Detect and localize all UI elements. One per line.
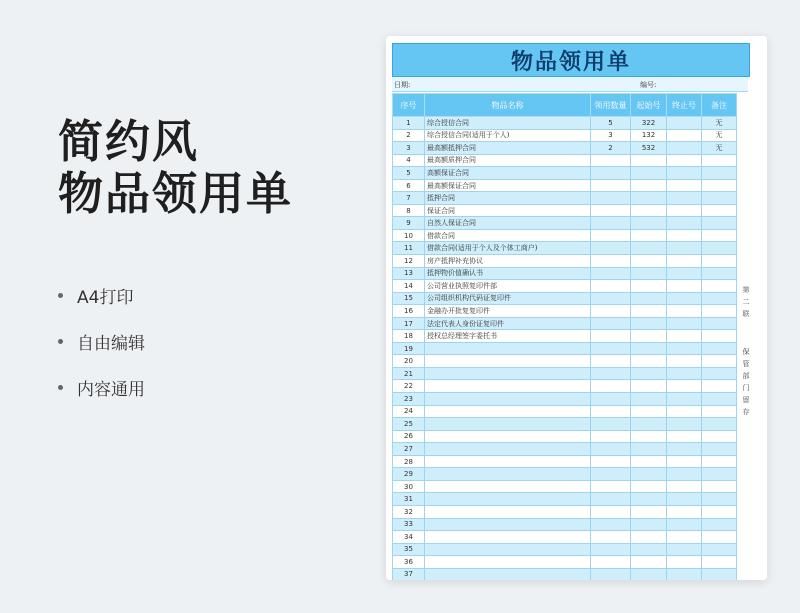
table-cell	[702, 430, 737, 443]
table-cell: 综合授信合同	[425, 117, 591, 130]
table-cell	[425, 355, 591, 368]
table-cell	[631, 393, 667, 406]
table-body	[393, 117, 737, 581]
table-row	[393, 154, 737, 167]
table-row	[393, 443, 737, 456]
table-cell: 3	[393, 142, 425, 155]
table-cell	[631, 556, 667, 569]
table-row	[393, 505, 737, 518]
table-cell	[591, 355, 631, 368]
table-cell: 34	[393, 531, 425, 544]
table-cell	[631, 468, 667, 481]
table-cell	[591, 167, 631, 180]
table-header-row	[393, 94, 737, 117]
table-cell: 25	[393, 418, 425, 431]
table-cell	[425, 468, 591, 481]
table-cell	[667, 192, 702, 205]
table-cell	[425, 493, 591, 506]
table-cell	[631, 167, 667, 180]
table-cell	[702, 255, 737, 268]
table-cell	[631, 204, 667, 217]
table-cell	[667, 543, 702, 556]
table-cell: 37	[393, 568, 425, 580]
table-cell	[591, 531, 631, 544]
table-row	[393, 255, 737, 268]
table-cell: 14	[393, 280, 425, 293]
table-cell	[702, 317, 737, 330]
table-cell	[667, 455, 702, 468]
table-cell: 5	[393, 167, 425, 180]
table-cell	[702, 342, 737, 355]
table-cell: 322	[631, 117, 667, 130]
feature-item	[58, 284, 145, 306]
table-cell	[667, 443, 702, 456]
table-cell	[425, 367, 591, 380]
table-row	[393, 543, 737, 556]
table-cell: 借款合同	[425, 229, 591, 242]
table-cell	[667, 393, 702, 406]
table-cell: 1	[393, 117, 425, 130]
table-cell: 18	[393, 330, 425, 343]
table-cell	[631, 443, 667, 456]
table-cell: 22	[393, 380, 425, 393]
table-cell	[667, 568, 702, 580]
table-cell	[425, 393, 591, 406]
table-cell: 抵押物价值确认书	[425, 267, 591, 280]
table-row	[393, 568, 737, 580]
table-cell	[631, 380, 667, 393]
table-cell: 借款合同(适用于个人及个体工商户)	[425, 242, 591, 255]
table-cell: 11	[393, 242, 425, 255]
table-cell	[702, 493, 737, 506]
table-cell	[425, 543, 591, 556]
table-cell	[702, 292, 737, 305]
table-cell	[591, 405, 631, 418]
table-cell	[591, 380, 631, 393]
table-cell	[591, 154, 631, 167]
table-cell: 36	[393, 556, 425, 569]
table-cell	[591, 468, 631, 481]
table-cell	[591, 229, 631, 242]
table-cell: 15	[393, 292, 425, 305]
table-cell	[631, 543, 667, 556]
table-cell: 26	[393, 430, 425, 443]
table-cell	[591, 330, 631, 343]
table-row	[393, 405, 737, 418]
table-cell	[667, 556, 702, 569]
number-label: 编号:	[640, 81, 657, 89]
document-info-row	[392, 77, 748, 92]
table-row	[393, 204, 737, 217]
table-cell: 13	[393, 267, 425, 280]
table-cell	[631, 330, 667, 343]
table-cell	[667, 242, 702, 255]
table-cell	[591, 480, 631, 493]
table-cell	[591, 443, 631, 456]
table-cell: 4	[393, 154, 425, 167]
bullet-dot-icon	[58, 339, 63, 344]
feature-item	[58, 376, 145, 398]
hero-title-line1: 简约风	[58, 115, 200, 168]
table-cell: 28	[393, 455, 425, 468]
table-cell	[702, 480, 737, 493]
column-header: 备注	[702, 94, 737, 117]
hero-title	[58, 116, 293, 220]
document-preview	[386, 36, 767, 580]
table-cell: 2	[393, 129, 425, 142]
table-cell	[425, 405, 591, 418]
table-cell	[702, 443, 737, 456]
table-cell	[667, 342, 702, 355]
feature-label: 自由编辑	[77, 333, 145, 354]
table-cell: 17	[393, 317, 425, 330]
table-cell	[667, 518, 702, 531]
table-cell	[702, 393, 737, 406]
table-cell	[667, 317, 702, 330]
table-cell	[667, 430, 702, 443]
feature-list	[58, 284, 145, 422]
table-cell: 24	[393, 405, 425, 418]
table-cell	[591, 292, 631, 305]
table-row	[393, 192, 737, 205]
table-cell	[631, 255, 667, 268]
table-cell	[591, 393, 631, 406]
table-cell	[591, 204, 631, 217]
table-cell	[425, 480, 591, 493]
table-cell	[702, 280, 737, 293]
table-cell: 无	[702, 129, 737, 142]
table-cell	[591, 556, 631, 569]
table-row	[393, 129, 737, 142]
table-cell	[702, 543, 737, 556]
table-cell	[702, 305, 737, 318]
table-cell: 最高额保证合同	[425, 179, 591, 192]
table-cell	[667, 255, 702, 268]
hero-title-line2: 物品领用单	[58, 167, 294, 220]
table-cell	[702, 505, 737, 518]
table-cell	[667, 217, 702, 230]
table-cell	[591, 317, 631, 330]
table-cell: 35	[393, 543, 425, 556]
table-cell	[591, 543, 631, 556]
table-cell: 无	[702, 117, 737, 130]
table-cell: 2	[591, 142, 631, 155]
table-cell	[667, 405, 702, 418]
table-cell	[702, 556, 737, 569]
table-cell	[667, 204, 702, 217]
table-row	[393, 393, 737, 406]
table-cell	[667, 305, 702, 318]
table-cell: 最高额抵押合同	[425, 142, 591, 155]
table-cell	[667, 129, 702, 142]
table-cell	[631, 154, 667, 167]
column-header: 终止号	[667, 94, 702, 117]
table-cell	[667, 505, 702, 518]
table-cell: 19	[393, 342, 425, 355]
side-note-bottom: 保管部门留存	[742, 348, 750, 420]
date-label: 日期:	[394, 81, 411, 89]
table-cell: 8	[393, 204, 425, 217]
table-cell	[667, 418, 702, 431]
table-cell	[631, 518, 667, 531]
table-cell: 公司营业执照复印件部	[425, 280, 591, 293]
table-cell	[631, 217, 667, 230]
table-cell	[591, 242, 631, 255]
table-cell	[667, 154, 702, 167]
table-cell	[631, 505, 667, 518]
table-cell	[591, 518, 631, 531]
table-cell	[702, 167, 737, 180]
table-cell	[591, 568, 631, 580]
table-cell	[425, 455, 591, 468]
table-cell: 法定代表人身份证复印件	[425, 317, 591, 330]
table-cell	[425, 418, 591, 431]
table-cell: 房产抵押补充协议	[425, 255, 591, 268]
table-row	[393, 179, 737, 192]
table-cell	[425, 568, 591, 580]
table-cell	[591, 455, 631, 468]
bullet-dot-icon	[58, 385, 63, 390]
table-cell	[425, 531, 591, 544]
table-cell: 29	[393, 468, 425, 481]
table-cell	[591, 430, 631, 443]
table-cell: 10	[393, 229, 425, 242]
table-cell	[591, 418, 631, 431]
table-cell	[702, 455, 737, 468]
table-cell	[591, 505, 631, 518]
table-cell	[425, 518, 591, 531]
table-cell	[631, 355, 667, 368]
table-cell	[631, 292, 667, 305]
table-cell: 31	[393, 493, 425, 506]
table-cell	[631, 568, 667, 580]
document-title: 物品领用单	[392, 43, 750, 77]
table-cell	[631, 405, 667, 418]
table-cell: 21	[393, 367, 425, 380]
table-cell	[702, 154, 737, 167]
table-row	[393, 455, 737, 468]
table-cell: 32	[393, 505, 425, 518]
table-cell: 无	[702, 142, 737, 155]
table-cell: 授权总经理签字委托书	[425, 330, 591, 343]
feature-item	[58, 330, 145, 352]
table-cell: 9	[393, 217, 425, 230]
table-cell	[631, 430, 667, 443]
table-cell	[631, 280, 667, 293]
table-cell	[667, 493, 702, 506]
table-cell	[667, 292, 702, 305]
table-cell: 30	[393, 480, 425, 493]
table-cell	[667, 267, 702, 280]
table-cell	[667, 355, 702, 368]
table-cell	[702, 380, 737, 393]
table-cell: 6	[393, 179, 425, 192]
table-row	[393, 280, 737, 293]
table-cell	[591, 367, 631, 380]
table-cell	[591, 217, 631, 230]
table-cell: 保证合同	[425, 204, 591, 217]
table-cell	[702, 242, 737, 255]
table-cell	[591, 255, 631, 268]
table-cell	[702, 568, 737, 580]
table-row	[393, 167, 737, 180]
side-note	[736, 93, 755, 580]
table-cell	[631, 342, 667, 355]
table-cell	[667, 468, 702, 481]
table-row	[393, 493, 737, 506]
table-cell	[667, 280, 702, 293]
table-cell: 3	[591, 129, 631, 142]
table-cell	[425, 380, 591, 393]
table-row	[393, 305, 737, 318]
table-cell	[702, 531, 737, 544]
table-cell	[702, 468, 737, 481]
table-cell	[591, 280, 631, 293]
table-cell: 23	[393, 393, 425, 406]
table-row	[393, 418, 737, 431]
table-row	[393, 355, 737, 368]
table-cell: 自然人保证合同	[425, 217, 591, 230]
table-cell	[631, 493, 667, 506]
table-cell	[702, 217, 737, 230]
table-row	[393, 531, 737, 544]
table-cell	[591, 267, 631, 280]
table-row	[393, 330, 737, 343]
table-row	[393, 317, 737, 330]
table-cell	[667, 531, 702, 544]
table-cell: 532	[631, 142, 667, 155]
table-cell	[591, 192, 631, 205]
table-cell: 27	[393, 443, 425, 456]
table-row	[393, 117, 737, 130]
table-cell	[591, 342, 631, 355]
table-cell	[702, 229, 737, 242]
table-cell	[702, 204, 737, 217]
table-cell	[702, 267, 737, 280]
table-cell	[425, 430, 591, 443]
table-cell: 公司组织机构代码证复印件	[425, 292, 591, 305]
table-cell: 综合授信合同(适用于个人)	[425, 129, 591, 142]
table-cell: 7	[393, 192, 425, 205]
table-cell: 132	[631, 129, 667, 142]
table-cell	[667, 367, 702, 380]
table-cell	[702, 355, 737, 368]
bullet-dot-icon	[58, 293, 63, 298]
table-cell	[702, 367, 737, 380]
table-row	[393, 229, 737, 242]
table-cell	[591, 493, 631, 506]
table-cell	[702, 405, 737, 418]
table-cell: 金融办开批复复印件	[425, 305, 591, 318]
table-cell	[667, 142, 702, 155]
table-cell	[667, 117, 702, 130]
table-cell	[702, 518, 737, 531]
table-cell	[591, 179, 631, 192]
table-cell: 5	[591, 117, 631, 130]
table-row	[393, 267, 737, 280]
table-row	[393, 342, 737, 355]
table-row	[393, 430, 737, 443]
table-cell	[667, 330, 702, 343]
column-header: 序号	[393, 94, 425, 117]
table-row	[393, 480, 737, 493]
table-cell	[631, 367, 667, 380]
table-cell: 高额保证合同	[425, 167, 591, 180]
table-row	[393, 217, 737, 230]
table-cell	[631, 418, 667, 431]
table-cell	[425, 556, 591, 569]
table-row	[393, 380, 737, 393]
table-row	[393, 556, 737, 569]
table-cell	[631, 229, 667, 242]
table-cell	[425, 505, 591, 518]
table-cell: 33	[393, 518, 425, 531]
table-cell	[631, 179, 667, 192]
table-cell	[631, 317, 667, 330]
feature-label: A4打印	[77, 287, 134, 308]
column-header: 领用数量	[591, 94, 631, 117]
table-cell	[667, 480, 702, 493]
table-cell: 20	[393, 355, 425, 368]
table-cell	[631, 267, 667, 280]
table-cell: 12	[393, 255, 425, 268]
table-cell	[667, 179, 702, 192]
table-cell: 16	[393, 305, 425, 318]
table-cell	[667, 229, 702, 242]
table-row	[393, 142, 737, 155]
table-row	[393, 242, 737, 255]
table-cell	[631, 192, 667, 205]
table-cell: 最高额质押合同	[425, 154, 591, 167]
table-row	[393, 468, 737, 481]
table-cell	[702, 418, 737, 431]
table-cell	[425, 443, 591, 456]
table-cell	[702, 179, 737, 192]
table-cell	[667, 380, 702, 393]
table-row	[393, 292, 737, 305]
column-header: 物品名称	[425, 94, 591, 117]
table-cell	[631, 480, 667, 493]
table-cell	[667, 167, 702, 180]
table-row	[393, 518, 737, 531]
table-cell	[631, 531, 667, 544]
table-cell	[425, 342, 591, 355]
table-cell	[631, 242, 667, 255]
table-cell	[702, 192, 737, 205]
column-header: 起始号	[631, 94, 667, 117]
table-cell: 抵押合同	[425, 192, 591, 205]
table-cell	[631, 455, 667, 468]
table-cell	[702, 330, 737, 343]
side-note-top: 第二联	[742, 286, 750, 322]
table-cell	[631, 305, 667, 318]
table-row	[393, 367, 737, 380]
feature-label: 内容通用	[77, 379, 145, 400]
table-cell	[591, 305, 631, 318]
item-table	[392, 93, 737, 580]
